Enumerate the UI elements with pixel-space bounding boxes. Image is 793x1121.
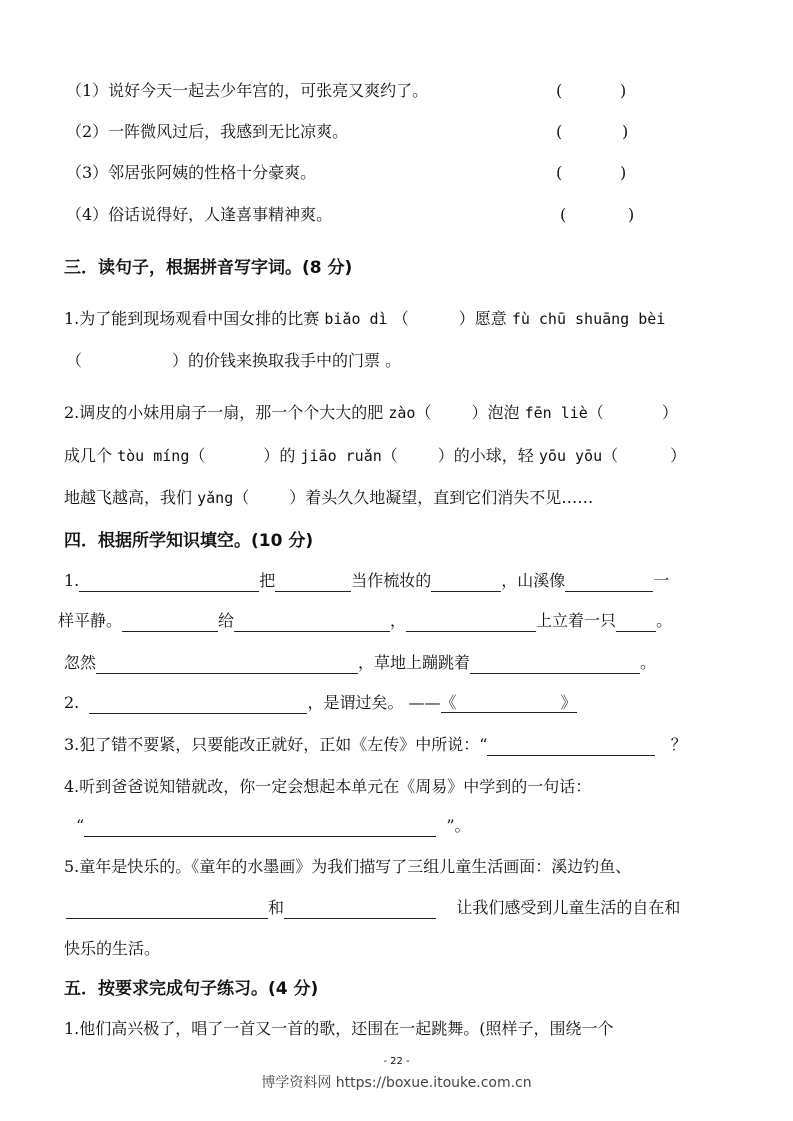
answer-paren-close: ) xyxy=(628,205,635,224)
answer-blank[interactable] xyxy=(66,900,268,919)
paren-close: ） xyxy=(661,403,678,422)
q4-1-word2: 当作梳妆的 xyxy=(351,571,432,590)
answer-blank[interactable] xyxy=(96,655,358,674)
answer-blank[interactable] xyxy=(122,613,218,632)
q4-1-line3 xyxy=(64,652,656,674)
book-title-blank[interactable] xyxy=(441,693,577,713)
answer-blank[interactable] xyxy=(84,818,436,837)
q4-1-line2 xyxy=(58,610,672,632)
q4-4-line1: 4.听到爸爸说知错就改，你一定会想起本单元在《周易》中学到的一句话： xyxy=(64,777,592,796)
answer-blank[interactable] xyxy=(604,406,662,424)
answer-blank[interactable] xyxy=(431,406,471,424)
answer-blank[interactable] xyxy=(89,695,307,714)
part2-item-2: （2）一阵微风过后，我感到无比凉爽。 xyxy=(66,122,349,141)
q4-3-text: 3.犯了错不要紧，只要能改正就好，正如《左传》中所说：“ xyxy=(64,735,488,754)
paren-close: ） xyxy=(670,446,687,465)
answer-blank[interactable] xyxy=(431,573,501,592)
paren-open: （ xyxy=(415,403,432,422)
q3-1-text-c: ）的价钱来换取我手中的门票 。 xyxy=(172,351,402,370)
q3-2-text-d: ）的 xyxy=(263,446,296,465)
answer-paren-close: ) xyxy=(622,122,629,141)
part2-item-4: （4）俗话说得好，人逢喜事精神爽。 xyxy=(66,205,333,224)
answer-paren-open: ( xyxy=(556,81,563,100)
answer-blank[interactable] xyxy=(205,449,263,467)
q3-1-line1 xyxy=(64,308,665,330)
q3-1-text-a: 1.为了能到现场观看中国女排的比赛 xyxy=(64,309,320,328)
q3-2-line1 xyxy=(64,402,678,424)
q3-2-line2 xyxy=(64,445,686,467)
answer-blank[interactable] xyxy=(616,613,656,632)
q4-5-line3: 快乐的生活。 xyxy=(64,939,161,958)
q3-2-text-g: ）着头久久地凝望，直到它们消失不见…… xyxy=(289,488,594,507)
book-close: 》 xyxy=(560,693,577,712)
quote-open: “ xyxy=(76,816,85,835)
q4-1-word4: 一 xyxy=(653,571,670,590)
answer-blank[interactable] xyxy=(487,737,655,756)
paren-open: （ xyxy=(392,309,409,328)
pinyin-zao: zào xyxy=(388,404,416,422)
pinyin-tou-ming: tòu míng xyxy=(117,447,190,465)
paren-open: （ xyxy=(602,446,619,465)
q3-2-text-b: ）泡泡 xyxy=(471,403,520,422)
quote-close: ”。 xyxy=(446,816,471,835)
answer-blank[interactable] xyxy=(82,354,172,372)
q4-1-word3: ，山溪像 xyxy=(501,571,566,590)
q4-1-word5: 给 xyxy=(218,611,235,630)
q3-2-text-c: 成几个 xyxy=(64,446,113,465)
pinyin-yang: yǎng xyxy=(197,489,234,507)
q4-5-text2: 让我们感受到儿童生活的自在和 xyxy=(456,898,681,917)
q4-1-word9: ，草地上蹦跳着 xyxy=(358,653,471,672)
pinyin-biao-di: biǎo dì xyxy=(324,310,388,328)
pinyin-fen-lie: fēn liè xyxy=(524,404,588,422)
answer-blank[interactable] xyxy=(406,613,536,632)
q4-2-line xyxy=(64,692,577,714)
answer-blank[interactable] xyxy=(565,573,653,592)
pinyin-fu-chu-shuang-bei: fù chū shuāng bèi xyxy=(511,310,666,328)
q4-1-word8: 。 xyxy=(656,611,673,630)
q4-3-line xyxy=(64,734,687,756)
pinyin-jiao-ruan: jiāo ruǎn xyxy=(300,447,382,465)
q4-1-line1 xyxy=(64,570,669,592)
answer-blank[interactable] xyxy=(284,900,436,919)
section-heading-5: 五．按要求完成句子练习。(4 分) xyxy=(64,979,319,999)
q4-2-text: ，是谓过矣。 —— xyxy=(307,693,441,712)
paren-open: （ xyxy=(233,488,250,507)
part2-item-3: （3）邻居张阿姨的性格十分豪爽。 xyxy=(66,163,317,182)
q3-2-line3 xyxy=(64,487,593,509)
q3-2-text-a: 2.调皮的小妹用扇子一扇，那一个个大大的肥 xyxy=(64,403,384,422)
answer-blank[interactable] xyxy=(249,491,289,509)
q4-2-number: 2. xyxy=(64,693,80,712)
answer-paren-close: ) xyxy=(620,163,627,182)
section-heading-3: 三．读句子，根据拼音写字词。(8 分) xyxy=(64,258,353,278)
paren-open: （ xyxy=(381,446,398,465)
q4-1-number: 1. xyxy=(64,571,80,590)
q3-2-text-e: ）的小球，轻 xyxy=(437,446,534,465)
paren-open: （ xyxy=(587,403,604,422)
answer-paren-close: ) xyxy=(620,81,627,100)
book-open: 《 xyxy=(440,693,457,712)
q5-1-line: 1.他们高兴极了，唱了一首又一首的歌，还围在一起跳舞。(照样子，围绕一个 xyxy=(64,1019,614,1038)
answer-blank[interactable] xyxy=(79,573,259,592)
q3-1-line2 xyxy=(66,350,401,372)
q3-1-text-b: ）愿意 xyxy=(458,309,507,328)
answer-blank[interactable] xyxy=(470,655,640,674)
section-heading-4: 四．根据所学知识填空。(10 分) xyxy=(64,531,314,551)
answer-blank[interactable] xyxy=(409,312,459,330)
q4-1-text2: 样平静。 xyxy=(58,611,123,630)
q4-5-and: 和 xyxy=(268,898,285,917)
footer-site: 博学资料网 https://boxue.itouke.com.cn xyxy=(261,1075,532,1091)
q4-1-word7: 上立着一只 xyxy=(536,611,617,630)
q4-1-word10: 。 xyxy=(640,653,657,672)
q4-1-word1: 把 xyxy=(259,571,276,590)
answer-paren-open: ( xyxy=(560,205,567,224)
paren-open: （ xyxy=(66,351,83,370)
q4-1-word6: ， xyxy=(390,611,407,630)
answer-paren-open: ( xyxy=(556,122,563,141)
answer-blank[interactable] xyxy=(398,449,438,467)
q4-3-end: ？ xyxy=(670,735,687,754)
answer-blank[interactable] xyxy=(618,449,670,467)
q4-5-line1: 5.童年是快乐的。《童年的水墨画》为我们描写了三组儿童生活画面：溪边钓鱼、 xyxy=(64,857,632,876)
answer-blank[interactable] xyxy=(234,613,390,632)
q4-4-line2 xyxy=(76,815,471,837)
q4-5-line2 xyxy=(66,897,680,919)
page-number: - 22 - xyxy=(383,1056,410,1067)
answer-blank[interactable] xyxy=(275,573,351,592)
part2-item-1: （1）说好今天一起去少年宫的，可张亮又爽约了。 xyxy=(66,81,429,100)
paren-open: （ xyxy=(189,446,206,465)
answer-paren-open: ( xyxy=(556,163,563,182)
q3-2-text-f: 地越飞越高，我们 xyxy=(64,488,193,507)
pinyin-you-you: yōu yōu xyxy=(538,447,603,465)
q4-1-text3: 忽然 xyxy=(64,653,97,672)
